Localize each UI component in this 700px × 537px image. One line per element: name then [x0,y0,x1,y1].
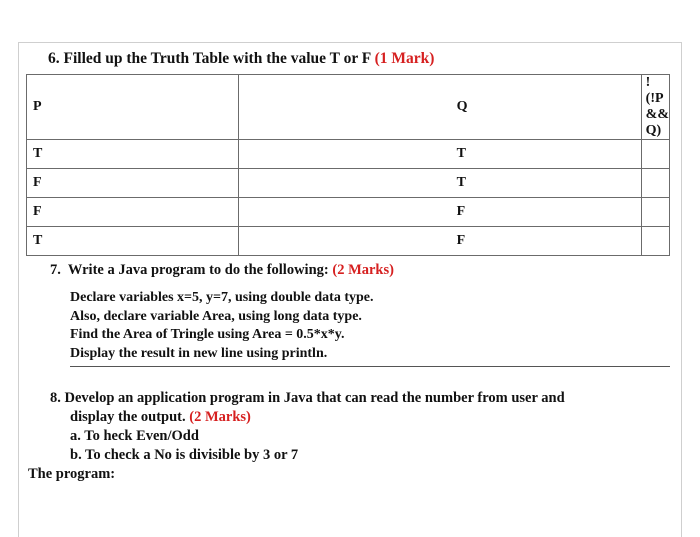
cell-q: T [238,169,641,198]
question-8-line-2 [50,408,565,427]
instruction-line: Also, declare variable Area, using long data type. [70,308,362,324]
table-row [27,227,670,256]
truth-table-header-row [27,75,670,140]
question-8-line-1 [50,389,565,408]
cell-answer[interactable] [641,198,669,227]
question-6-marks: (1 Mark) [374,50,435,67]
question-7-number: 7. [50,262,61,278]
cell-q: F [238,198,641,227]
instruction-line: Declare variables x=5, y=7, using double data type. [70,290,374,305]
program-label: The program: [28,466,116,482]
table-row [27,140,670,169]
question-7-instructions [70,289,373,363]
cell-p: T [27,140,239,169]
cell-p: F [27,169,239,198]
question-6-number: 6. [48,50,60,67]
truth-table [26,74,670,256]
table-row [27,169,670,198]
instruction-line: Find the Area of Tringle using Area = 0.5*x*y. [70,327,345,342]
question-8-item-b: b. To check a No is divisible by 3 or 7 [70,447,299,463]
cell-answer[interactable] [641,140,669,169]
question-8-number: 8. [50,390,61,406]
header-expression: ! (!P && Q) [641,75,669,140]
cell-q: T [238,140,641,169]
table-row [27,198,670,227]
instruction-line: Display the result in new line using println. [70,345,328,361]
question-6-text: Filled up the Truth Table with the value T or F [63,50,371,67]
question-7-marks: (2 Marks) [332,262,394,278]
header-p: P [27,75,239,140]
cell-p: F [27,198,239,227]
cell-p: T [27,227,239,256]
question-8 [50,389,565,465]
question-7-text: Write a Java program to do the following: [67,262,329,278]
question-8-item-a: a. To heck Even/Odd [70,428,199,444]
question-8-marks: (2 Marks) [189,409,251,425]
question-8-text: Develop an application program in Java that can read the number from user and [64,390,565,406]
cell-q: F [238,227,641,256]
cell-answer[interactable] [641,169,669,198]
question-8-text-2: display the output. [70,409,186,425]
header-q: Q [238,75,641,140]
cell-answer[interactable] [641,227,669,256]
question-7-title [50,262,394,279]
question-6-title [48,50,434,68]
section-divider [70,366,670,367]
